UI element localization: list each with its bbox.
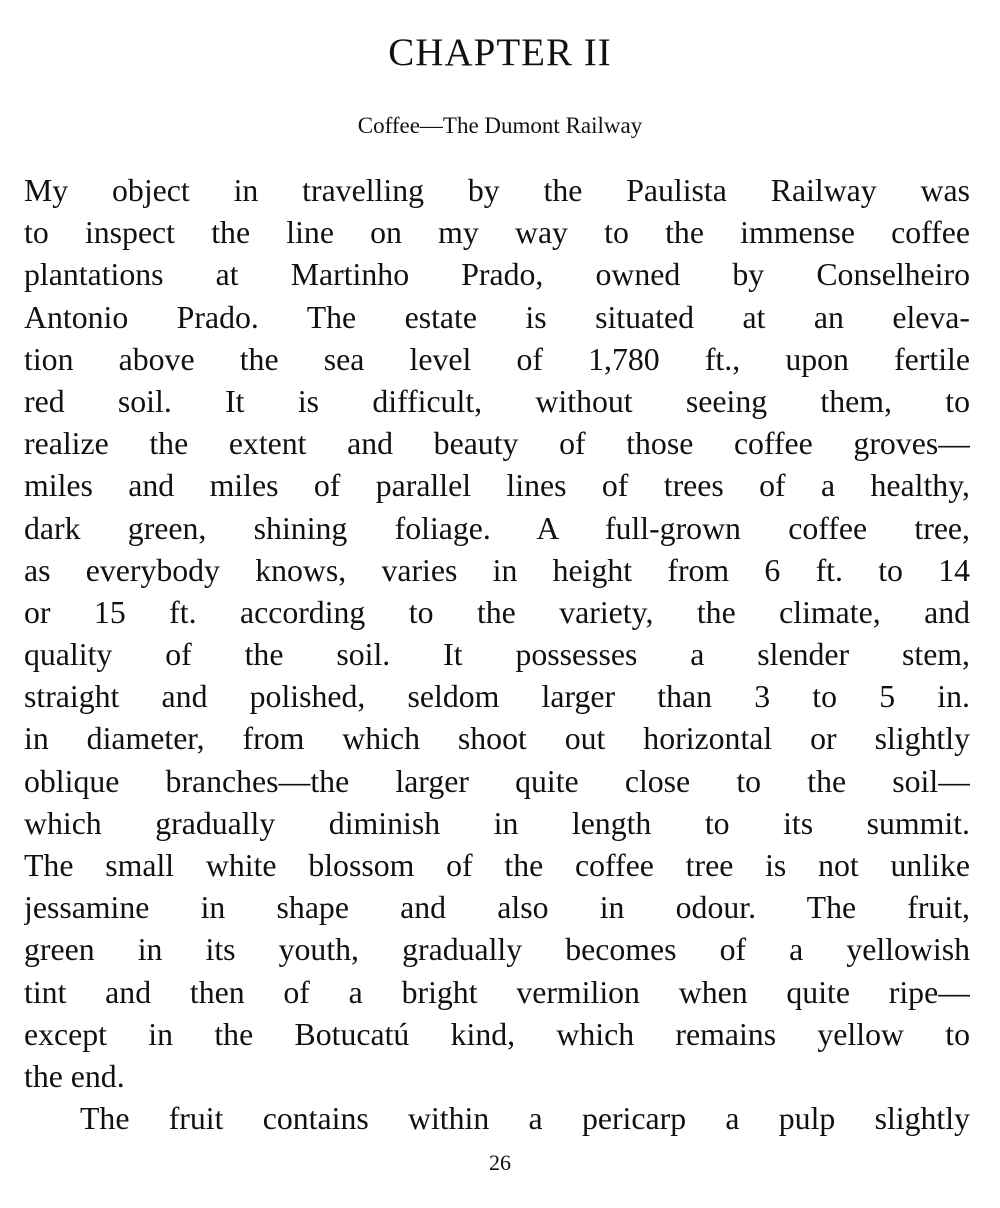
text-line: in diameter, from which shoot out horizontal or slightly [24, 721, 970, 757]
text-line: Antonio Prado. The estate is situated at an eleva- [24, 299, 970, 335]
text-line: green in its youth, gradually becomes of a yellowish [24, 932, 970, 968]
text-line: The small white blossom of the coffee tree is not unlike [24, 848, 970, 883]
text-line: miles and miles of parallel lines of trees of a healthy, [24, 468, 970, 504]
text-line: straight and polished, seldom larger than 3 to 5 in. [24, 679, 970, 715]
text-line: as everybody knows, varies in height from 6 ft. to 14 [24, 552, 970, 588]
text-line: dark green, shining foliage. A full-grown coffee tree, [24, 510, 970, 546]
text-line: red soil. It is difficult, without seeing them, to [24, 383, 970, 419]
chapter-heading: CHAPTER II [388, 31, 612, 74]
text-line: to inspect the line on my way to the immense coffee [24, 215, 970, 251]
text-line: except in the Botucatú kind, which remains yellow to [24, 1016, 970, 1052]
text-line: or 15 ft. according to the variety, the climate, and [24, 594, 970, 630]
text-line: quality of the soil. It possesses a slender stem, [24, 637, 970, 673]
page-number: 26 [489, 1150, 511, 1175]
text-line: the end. [24, 1058, 125, 1094]
text-line: tion above the sea level of 1,780 ft., upon fertile [24, 341, 970, 377]
text-line: The fruit contains within a pericarp a pulp slightly [80, 1101, 970, 1137]
text-line: jessamine in shape and also in odour. The fruit, [24, 890, 970, 926]
text-line: plantations at Martinho Prado, owned by Conselheiro [24, 257, 970, 293]
text-line: tint and then of a bright vermilion when quite ripe— [24, 974, 970, 1010]
text-line: realize the extent and beauty of those coffee groves— [24, 426, 970, 462]
body-text [24, 170, 970, 1140]
text-line: oblique branches—the larger quite close to the soil— [24, 763, 970, 799]
chapter-subtitle: Coffee—The Dumont Railway [357, 113, 643, 138]
text-line: which gradually diminish in length to its summit. [24, 805, 970, 841]
text-line: My object in travelling by the Paulista Railway was [24, 173, 970, 208]
